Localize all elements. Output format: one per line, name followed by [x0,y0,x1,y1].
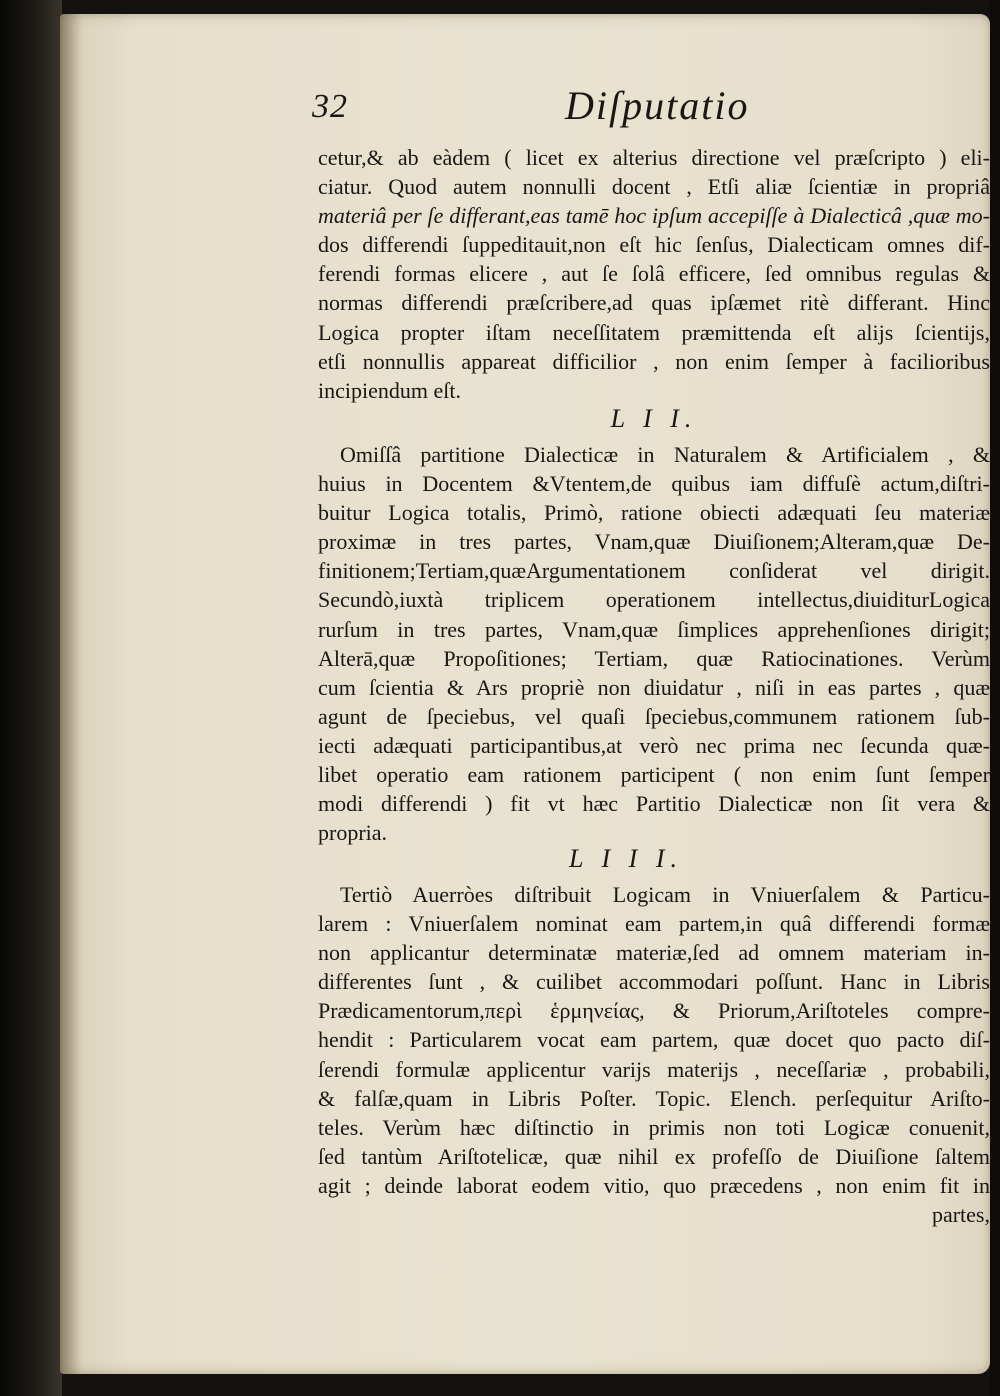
text-line: propria. [318,820,388,846]
text-line: cum ſcientia & Ars propriè non diuidatur , niſi in eas partes , quæ [318,674,990,700]
text-line: non applicantur determinatæ materiæ,ſed ad omnem materiam in- [318,940,990,966]
text-line: proximæ in tres partes, Vnam,quæ Diuiſionem;Alteram,quæ De- [318,529,990,555]
text-line: Tertiò Auerròes diſtribuit Logicam in Vniuerſalem & Particu- [340,882,990,907]
text-line: ſed tantùm Ariſtotelicæ, quæ nihil ex profeſſo de Diuiſione ſaltem [318,1143,990,1169]
text-line: modi differendi ) fit vt hæc Partitio Dialecticæ non ſit vera & [318,791,990,817]
text-line: Secundò,iuxtà triplicem operationem intellectus,diuiditurLogica [318,587,990,613]
text-line: Alterā,quæ Propoſitiones; Tertiam, quæ Ratiocinationes. Verùm [318,645,990,671]
text-line: agunt de ſpeciebus, vel quaſi ſpeciebus,communem rationem ſub- [318,703,990,729]
text-line: finitionem;Tertiam,quæArgumentationem conſiderat vel dirigit. [318,558,990,584]
text-line: Logica propter iſtam neceſſitatem præmittenda eſt alijs ſcientijs, [318,319,990,345]
text-line: etſi nonnullis appareat difficilior , non enim ſemper à facilioribus [318,348,990,374]
section-heading-liii: L I I I. [569,844,683,873]
text-line: Omiſſâ partitione Dialecticæ in Naturalem & Artificialem , & [340,442,990,467]
scan-background-right [990,0,1000,1396]
text-line: huius in Docentem &Vtentem,de quibus iam diffuſè actum,diſtri- [318,471,990,497]
running-head: Diſputatio [565,83,750,128]
section-heading-lii: L I I. [610,404,698,433]
text-line: materiâ per ſe differant,eas tamē hoc ipſum accepiſſe à Dialecticâ ,quæ mo- [318,203,990,229]
catchword: partes, [931,1202,990,1228]
section-liii-body [318,880,990,1229]
text-line: incipiendum eſt. [318,377,461,403]
text-line: Prædicamentorum,περὶ ἑρμηνείας, & Priorum,Ariſtoteles compre- [318,998,990,1024]
paragraph-1 [318,143,990,405]
scan-background-left [0,0,62,1396]
text-line: teles. Verùm hæc diſtinctio in primis non toti Logicæ conuenit, [318,1114,990,1140]
text-line: rurſum in tres partes, Vnam,quæ ſimplices apprehenſiones dirigit; [318,616,990,642]
text-line: differentes ſunt , & cuilibet accommodari poſſunt. Hanc in Libris [318,969,990,995]
text-line: hendit : Particularem vocat eam partem, quæ docet quo pacto diſ- [318,1027,990,1053]
text-line: iecti adæquati participantibus,at verò nec prima nec ſecunda quæ- [318,732,990,758]
text-line: & falſæ,quam in Libris Poſter. Topic. Elench. perſequitur Ariſto- [318,1085,990,1111]
text-line: libet operatio eam rationem participent ( non enim ſunt ſemper [318,762,990,788]
text-line: buitur Logica totalis, Primò, ratione obiecti adæquati ſeu materiæ [318,500,990,526]
text-line: dos differendi ſuppeditauit,non eſt hic ſenſus, Dialecticam omnes dif- [318,232,990,258]
text-line: larem : Vniuerſalem nominat eam partem,in quâ differendi formæ [318,911,990,937]
text-line: agit ; deinde laborat eodem vitio, quo præcedens , non enim fit in [318,1172,990,1198]
text-line: ciatur. Quod autem nonnulli docent , Etſi aliæ ſcientiæ in propriâ [318,174,990,200]
text-line: ſerendi formulæ applicentur varijs materijs , neceſſariæ , probabili, [318,1056,990,1082]
text-line: normas differendi præſcribere,ad quas ipſæmet ritè differant. Hinc [318,290,990,316]
page-header [250,80,990,140]
page-number: 32 [312,88,348,125]
text-line: cetur,& ab eàdem ( licet ex alterius directione vel præſcripto ) eli- [318,145,990,170]
text-line: ferendi formas elicere , aut ſe ſolâ efficere, ſed omnibus regulas & [318,261,990,287]
section-lii-body [318,440,990,847]
